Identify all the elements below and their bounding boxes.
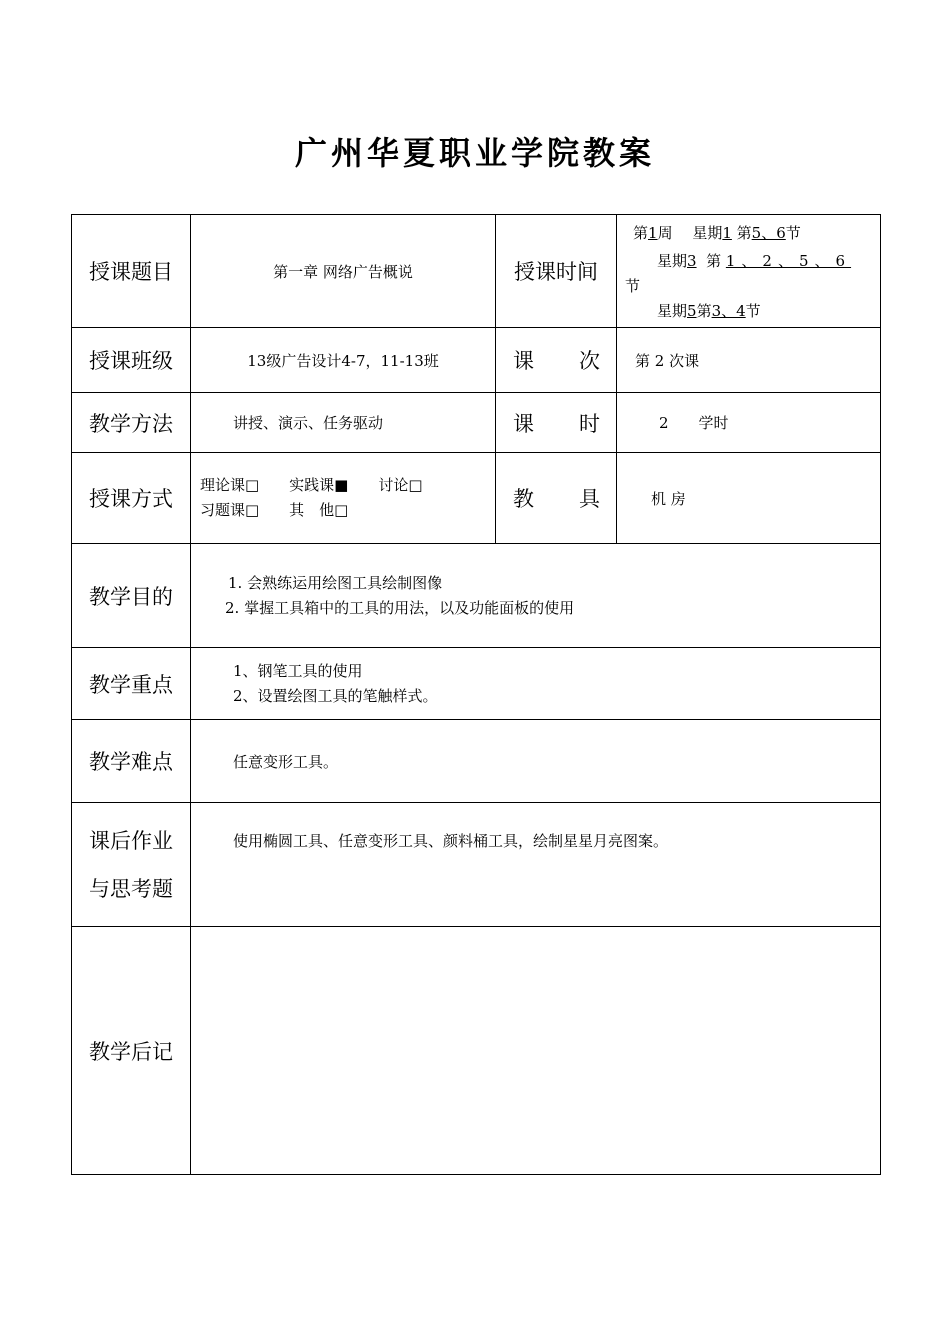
reflection-value[interactable] <box>191 927 881 1175</box>
difficulty-value: 任意变形工具。 <box>191 720 881 803</box>
topic-label: 授课题目 <box>72 215 191 328</box>
session-value: 第 2 次课 <box>617 328 881 393</box>
mode-value <box>191 453 496 544</box>
homework-label-line-1: 课后作业 <box>89 828 173 853</box>
difficulty-label: 教学难点 <box>72 720 191 803</box>
hours-value: 2 学时 <box>617 393 881 453</box>
row-difficulty <box>72 720 881 803</box>
topic-value: 第一章 网络广告概说 <box>191 215 496 328</box>
lesson-plan-table <box>71 214 881 1175</box>
mode-label: 授课方式 <box>72 453 191 544</box>
session-label: 课 次 <box>496 328 617 393</box>
row-method <box>72 393 881 453</box>
keypoints-item-2: 2、设置绘图工具的笔触样式。 <box>233 686 438 705</box>
method-value: 讲授、演示、任务驱动 <box>191 393 496 453</box>
homework-label <box>72 803 191 927</box>
equipment-value: 机 房 <box>617 453 881 544</box>
row-class <box>72 328 881 393</box>
hours-label: 课 时 <box>496 393 617 453</box>
row-reflection <box>72 927 881 1175</box>
equipment-label: 教 具 <box>496 453 617 544</box>
objective-label: 教学目的 <box>72 544 191 648</box>
reflection-label: 教学后记 <box>72 927 191 1175</box>
row-homework <box>72 803 881 927</box>
mode-line-1: 理论课□ 实践课■ 讨论□ <box>200 476 423 494</box>
row-keypoints <box>72 648 881 720</box>
class-label: 授课班级 <box>72 328 191 393</box>
time-line-4: 星期5第3、4节 <box>657 302 761 320</box>
page-title: 广州华夏职业学院教案 <box>294 134 655 172</box>
mode-line-2: 习题课□ 其 他□ <box>200 501 349 519</box>
time-line-3: 节 <box>625 277 641 295</box>
row-mode <box>72 453 881 544</box>
time-line-1: 第1周 星期1 第5、6节 <box>633 224 801 242</box>
keypoints-label: 教学重点 <box>72 648 191 720</box>
keypoints-item-1: 1、钢笔工具的使用 <box>233 661 363 680</box>
class-value: 13级广告设计4-7，11-13班 <box>191 328 496 393</box>
objective-value <box>191 544 881 648</box>
time-line-2: 星期3 第 1、2、5、6 <box>657 252 852 270</box>
time-label: 授课时间 <box>496 215 617 328</box>
keypoints-value <box>191 648 881 720</box>
method-label: 教学方法 <box>72 393 191 453</box>
homework-label-line-2: 与思考题 <box>89 876 173 901</box>
row-objective <box>72 544 881 648</box>
time-value <box>617 215 881 328</box>
row-topic <box>72 215 881 328</box>
objective-item-2: 2. 掌握工具箱中的工具的用法，以及功能面板的使用 <box>225 598 575 617</box>
homework-value: 使用椭圆工具、任意变形工具、颜料桶工具，绘制星星月亮图案。 <box>191 803 881 927</box>
objective-item-1: 1. 会熟练运用绘图工具绘制图像 <box>228 573 443 592</box>
